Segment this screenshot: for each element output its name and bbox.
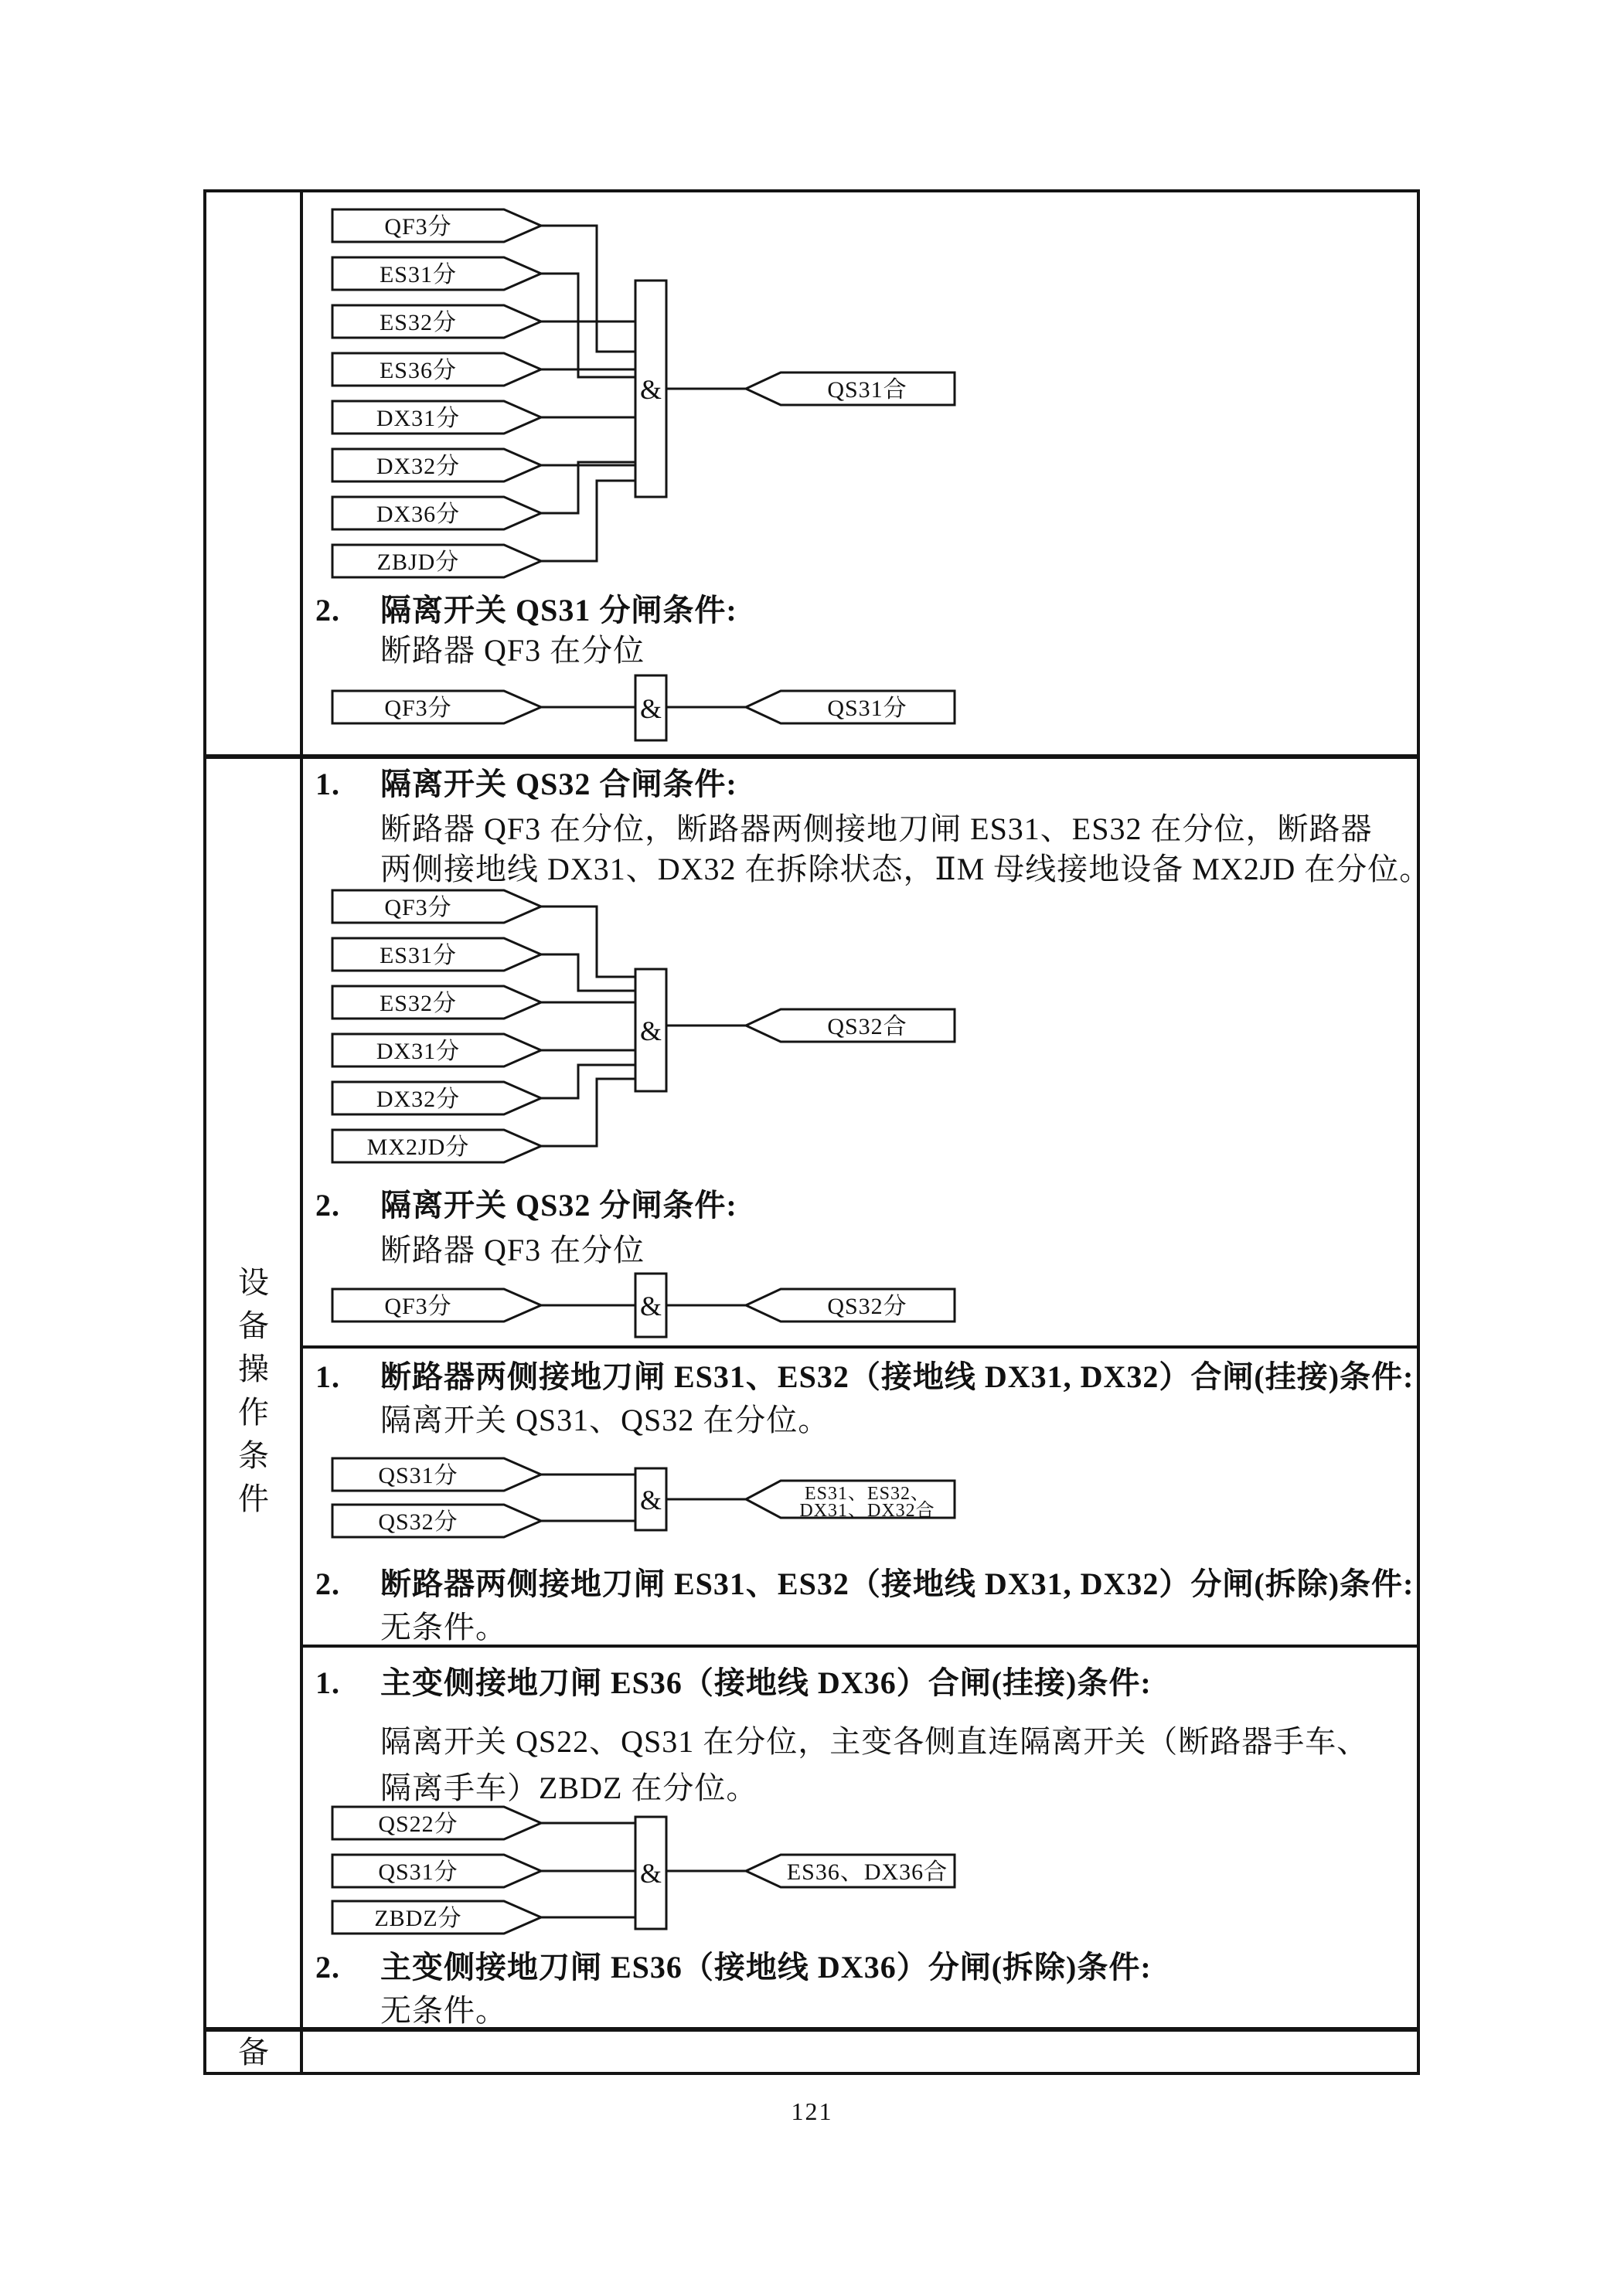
logic-diagram-qs31-open <box>332 675 955 740</box>
item-body-es36-close-line1: 隔离开关 QS22、QS31 在分位，主变各侧直连隔离开关（断路器手车、 <box>380 1724 1369 1759</box>
logic-diagram-qs32-close <box>332 890 955 1162</box>
item-body-qs31-open: 断路器 QF3 在分位 <box>380 633 645 668</box>
output-label: QS32分 <box>827 1294 907 1319</box>
and-gate-label: & <box>639 693 662 724</box>
input-label: ES36分 <box>379 358 458 383</box>
input-label: QF3分 <box>384 1294 452 1319</box>
input-label: DX32分 <box>376 454 461 479</box>
item-number: 1. <box>315 1665 340 1700</box>
input-label: ES31分 <box>379 262 458 287</box>
input-label: QF3分 <box>384 214 452 240</box>
item-title: 主变侧接地刀闸 ES36（接地线 DX36）分闸(拆除)条件: <box>380 1950 1152 1985</box>
item-body-es36-open: 无条件。 <box>380 1993 507 2028</box>
item-body-es36-close-line2: 隔离手车）ZBDZ 在分位。 <box>380 1770 758 1805</box>
input-label: ZBDZ分 <box>374 1906 462 1931</box>
logic-diagram-qs32-open <box>332 1274 955 1337</box>
side-label-char: 操 <box>238 1352 269 1386</box>
item-number: 2. <box>315 1188 340 1223</box>
logic-diagram-qs31-close <box>332 209 955 577</box>
output-label: QS31分 <box>827 696 907 721</box>
side-label-char: 备 <box>238 1308 269 1343</box>
and-gate-label: & <box>639 1858 662 1889</box>
output-label: QS31合 <box>827 377 907 403</box>
input-label: DX31分 <box>376 1039 461 1064</box>
page-number: 121 <box>791 2097 833 2125</box>
input-label: QF3分 <box>384 696 452 721</box>
side-label-char: 设 <box>238 1265 269 1300</box>
and-gate-label: & <box>639 1015 662 1046</box>
input-label: QF3分 <box>384 895 452 920</box>
output-label: ES36、DX36合 <box>786 1859 948 1885</box>
item-body-qs32-close-line2: 两侧接地线 DX31、DX32 在拆除状态，ⅡM 母线接地设备 MX2JD 在分位。 <box>380 852 1432 886</box>
item-title: 隔离开关 QS32 合闸条件: <box>380 767 737 801</box>
output-label-line1: ES31、ES32、 <box>804 1484 931 1504</box>
side-label-char: 条 <box>238 1438 269 1473</box>
item-title: 断路器两侧接地刀闸 ES31、ES32（接地线 DX31, DX32）合闸(挂接)条件: <box>380 1359 1415 1394</box>
input-label: MX2JD分 <box>366 1134 470 1160</box>
input-label: QS31分 <box>378 1859 458 1885</box>
item-body-es-close: 隔离开关 QS31、QS32 在分位。 <box>380 1403 830 1437</box>
output-label: QS32合 <box>827 1014 907 1039</box>
row-header-note: 备 <box>238 2035 269 2070</box>
input-label: QS31分 <box>378 1463 458 1488</box>
item-number: 2. <box>315 1566 340 1601</box>
input-label: ES32分 <box>379 310 458 335</box>
item-body-qs32-open: 断路器 QF3 在分位 <box>380 1233 645 1267</box>
item-body-es-open: 无条件。 <box>380 1610 507 1645</box>
input-label: DX32分 <box>376 1087 461 1112</box>
and-gate-label: & <box>639 1485 662 1515</box>
logic-diagram-es36-close <box>332 1807 955 1934</box>
input-label: QS22分 <box>378 1811 458 1837</box>
and-gate-label: & <box>639 1291 662 1321</box>
item-number: 1. <box>315 1359 340 1394</box>
input-label: DX31分 <box>376 406 461 431</box>
and-gate-label: & <box>639 374 662 405</box>
item-number: 1. <box>315 767 340 801</box>
input-label: ZBJD分 <box>376 549 460 575</box>
input-label: QS32分 <box>378 1509 458 1535</box>
item-title: 隔离开关 QS32 分闸条件: <box>380 1188 737 1223</box>
input-label: ES32分 <box>379 991 458 1016</box>
side-label-char: 件 <box>238 1481 269 1516</box>
input-label: ES31分 <box>379 943 458 968</box>
item-body-qs32-close-line1: 断路器 QF3 在分位，断路器两侧接地刀闸 ES31、ES32 在分位，断路器 <box>380 811 1373 846</box>
logic-diagram-es-close <box>332 1458 955 1537</box>
item-number: 2. <box>315 593 340 628</box>
item-title: 断路器两侧接地刀闸 ES31、ES32（接地线 DX31, DX32）分闸(拆除)条件: <box>380 1566 1415 1601</box>
output-label-line2: DX31、DX32合 <box>799 1501 935 1521</box>
item-title: 主变侧接地刀闸 ES36（接地线 DX36）合闸(挂接)条件: <box>380 1665 1152 1700</box>
item-title: 隔离开关 QS31 分闸条件: <box>380 593 737 628</box>
input-label: DX36分 <box>376 502 461 527</box>
side-label-char: 作 <box>238 1395 269 1430</box>
item-number: 2. <box>315 1950 340 1985</box>
